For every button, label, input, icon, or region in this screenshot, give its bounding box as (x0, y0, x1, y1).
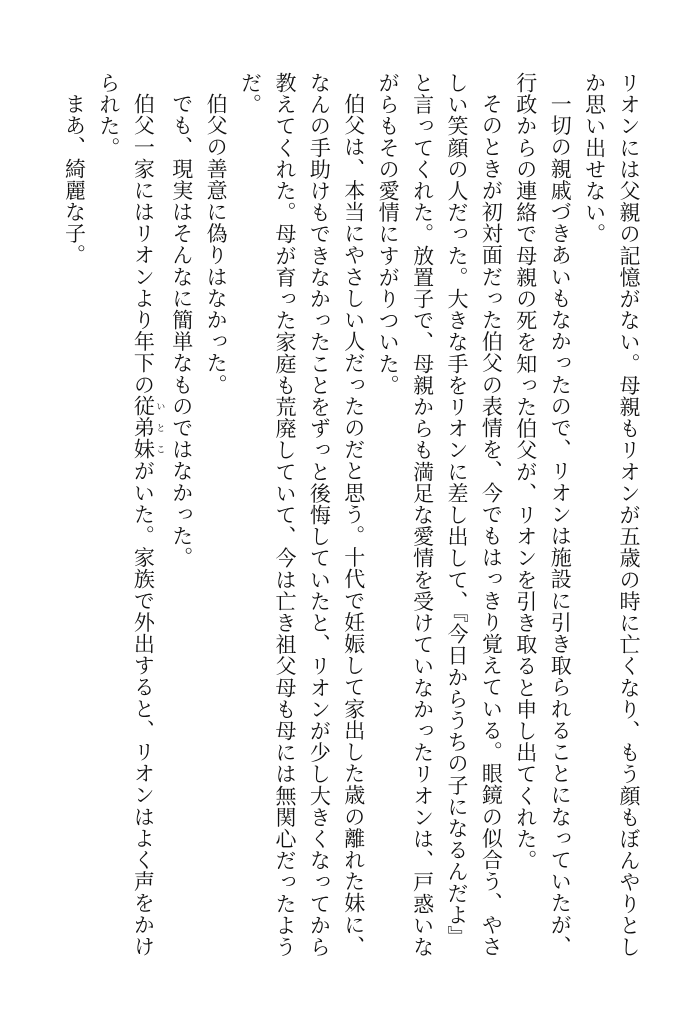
paragraph-7-text-after: がいた。家族で外出すると、リオンはよく声をかけられた。 (96, 72, 156, 958)
paragraph-1: リオンには父親の記憶がない。母親もリオンが五歳の時に亡くなり、もう顔もぼんやりとしか思い出せない。 (582, 72, 641, 958)
vertical-text-block (57, 72, 646, 962)
paragraph-4: 伯父は、本当にやさしい人だったのだと思う。十代で妊娠して家出した歳の離れた妹に、なんの手助けもできなかったことをずっと後悔していたと、リオンが少し大きくなってから教えてくれた。母が育った家庭も荒廃していて、今は亡き祖父母も母には無関心だったようだ。 (238, 72, 366, 958)
ruby-itoko (131, 395, 165, 461)
paragraph-8: まあ、綺麗な子。 (62, 93, 87, 266)
paragraph-7-text-before: 伯父一家にはリオンより年下の (131, 93, 156, 396)
paragraph-2: 一切の親戚づきあいもなかったので、リオンは施設に引き取られることになっていたが、行政からの連絡で母親の死を知った伯父が、リオンを引き取ると申し出てくれた。 (513, 72, 573, 957)
ruby-base: 従弟妹 (131, 395, 156, 461)
ruby-reading: いとこ (154, 395, 165, 461)
paragraph-6: でも、現実はそんなに簡単なものではなかった。 (169, 93, 194, 569)
paragraph-5: 伯父の善意に偽りはなかった。 (204, 93, 229, 396)
paragraph-3: そのときが初対面だった伯父の表情を、今でもはっきり覚えている。眼鏡の似合う、やさしい笑顔の人だった。大きな手をリオンに差し出して、『今日からうちの子になるんだよ』と言ってくれた。放置子で、母親からも満足な愛情を受けていなかったリオンは、戸惑いながらもその愛情にすがりついた。 (376, 72, 504, 958)
paragraph-7 (92, 72, 165, 962)
